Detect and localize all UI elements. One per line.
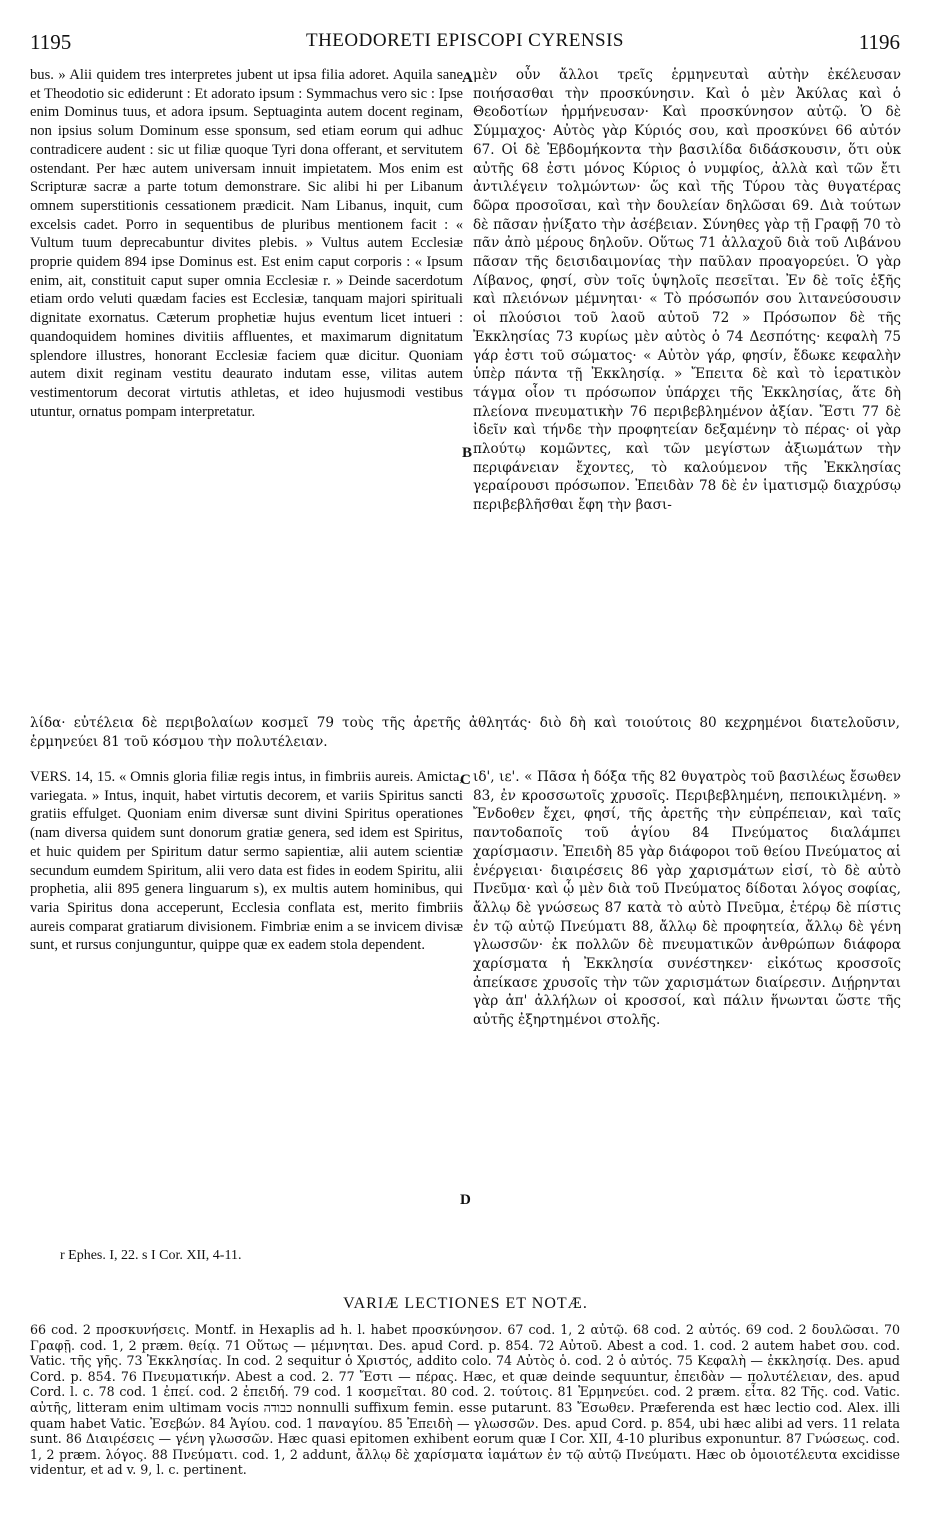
variant-readings-text: 66 cod. 2 προσκυνήσεις. Montf. in Hexaplis ad h. l. habet προσκύνησον. 67 cod. 1, 2 αὐτῷ. 68 cod. 2 αὐτός. 69 cod. 2 δουλῶσαι. 70 Γραφῇ. cod. 1, 2 præm. θείᾳ. 71 Οὕτως — μέμνηται. Des. apud Cord. p. 854. 72 Αὐτοῦ. Abest a cod. 1. cod. 2 autem habet σου. cod. Vatic. τῆς γῆς. 73 Ἐκκλησίας. In cod. 2 sequitur ὁ Χριστός, addito colo. 74 Αὐτὸς ὁ. cod. 2 ὁ αὐτός. 75 Κεφαλὴ — ἐκκλησίᾳ. Des. apud Cord. p. 854. 76 Πνευματικήν. Abest a cod. 2. 77 Ἔστι — πέρας. Hæc, et quæ deinde sequuntur, ἐπειδὰν — πολυτέλειαν, des. apud Cord. l. c. 78 cod. 1 ἐπεί. cod. 2 ἐπειδή. 79 cod. 1 κοσμεῖται. 80 cod. 2. τούτοις. 81 Ἑρμηνεύει. cod. 2 præm. εἶτα. 82 Τῆς. cod. Vatic. αὐτῆς, litteram enim ultimam vocis כבודה nonnulli suffixum femin. esse putarunt. 83 Ἔσωθεν. Præferenda est hæc lectio cod. Alex. illi quam habet Vatic. Ἐσεβών. 84 Ἁγίου. cod. 1 παναγίου. 85 Ἐπειδὴ — γλωσσῶν. Des. apud Cord. p. 854, ubi hæc alibi ad vers. 11 relata sunt. 86 Διαιρέσεις — γένη γλωσσῶν. Hæc quasi epitomen exhibent eorum quæ I Cor. XII, 4-10 pluribus exponuntur. 87 Γνώσεως. cod. 1, 2 præm. λόγος. 88 Πνεύματι. cod. 1, 2 addunt, ἄλλῳ δὲ χαρίσματα ἰαμάτων ἐν τῷ αὐτῷ Πνεύματι. Hæc ob ὁμοιοτέλευτα excidisse videntur, et ad v. 9, l. c. pertinent. xyxy=(30,1322,900,1478)
column-marker-b: B xyxy=(462,445,473,461)
greek-column-lower xyxy=(473,768,901,1030)
latin-paragraph-2: VERS. 14, 15. « Omnis gloria filiæ regis intus, in fimbriis aureis. Amicta, variegata. » Intus, inquit, habet virtutis decorem, et variis Spiritus sancti gratiis effulget. Quoniam enim diversæ sunt divini Spiritus operationes (nam diversa quidem sunt donorum gratiæ genera, sed idem est Spiritus, et huic quidem per Spiritum datur sermo sapientiæ, alii autem scientiæ secundum eumdem Spiritum, alii vero data est fides in eodem Spiritu, alii prophetia, alii 895 genera linguarum s), ex multis autem hominibus, qui varia Spiritus dona acceperunt, Ecclesia conflata est, merito fimbriis aureis comparat gratiarum divisionem. Fimbriæ enim a se invicem divisæ sunt, et rursus conjunguntur, quippe quæ ex eadem stola dependent. xyxy=(30,769,463,954)
full-width-greek-line xyxy=(30,714,900,751)
greek-span-paragraph: λίδα· εὐτέλεια δὲ περιβολαίων κοσμεῖ 79 τοὺς τῆς ἀρετῆς ἀθλητάς· διὸ δὴ καὶ τοιούτοις 80 κεχρημένοι διατελοῦσιν, ἑρμηνεύει 81 τοῦ κόσμου τὴν πολυτέλειαν. xyxy=(30,715,900,750)
latin-paragraph-1: bus. » Alii quidem tres interpretes jubent ut ipsa filia adoret. Aquila sane et Theodotio sic ediderunt : Et adorato ipsum : Symmachus vero sic : Ipse enim Dominus tuus, et adora ipsum. Septuaginta autem docent reginam, non ipsius solum Dominum esse sponsum, sed etiam eorum qui adhuc contradicere audent : sic ut filiæ quoque Tyri dona offerant, et servitutem ostendant. Per hæc autem universam innuit impietatem. Mos enim est Scripturæ sacræ a parte totum demonstrare. Sic alibi hi per Libanum omnem superstitionis cessationem prædicit. Nam Libanus, inquit, cum excelsis cadet. Porro in sequentibus de pluribus mentionem facit : « Vultum tuum deprecabuntur divites plebis. » Vultus autem Ecclesiæ proprie quidem 894 ipse Dominus est. Est enim caput corporis : « Ipsum enim, ait, constituit caput super omnia Ecclesiæ r. » Deinde sacerdotum etiam ordo veluti quædam facies est Ecclesiæ, tanquam majori spirituali dignitate exornatus. Cæterum prophetiæ hujus eventum licet intueri : quandoquidem homines divitiis affluentes, et maximarum dignitatum splendore illustres, honorant Ecclesiæ faciem quæ dicitur. Quoniam autem dixit reginam vestitu deaurato indutam esse, vilitas autem vestimentorum decorat virtutis athletas, et ideo hujusmodi vestibus utuntur, ornatus pompam interpretatur. xyxy=(30,67,463,420)
latin-column-lower xyxy=(30,768,463,955)
column-marker-a: A xyxy=(462,70,473,86)
column-marker-d: D xyxy=(460,1192,471,1208)
notes-heading: VARIÆ LECTIONES ET NOTÆ. xyxy=(343,1295,588,1312)
column-marker-c: C xyxy=(460,772,471,788)
greek-paragraph-2: ιδ', ιε'. « Πᾶσα ἡ δόξα τῆς 82 θυγατρὸς τοῦ βασιλέως ἔσωθεν 83, ἐν κροσσωτοῖς χρυσοῖς. Περιβεβλημένη, πεποικιλμένη. » Ἔνδοθεν ἔχει, φησί, τῆς ἀρετῆς τὴν εὐπρέπειαν, καὶ ταῖς παντοδαποῖς τοῦ ἁγίου 84 Πνεύματος διαλάμπει χαρίσμασιν. Ἐπειδὴ 85 γὰρ διάφοροι τοῦ θείου Πνεύματος αἱ ἐνέργειαι· διαιρέσεις 86 γὰρ χαρισμάτων εἰσί, τὸ δὲ αὐτὸ Πνεῦμα· καὶ ᾧ μὲν διὰ τοῦ Πνεύματος δίδοται λόγος σοφίας, ἄλλῳ δὲ γνώσεως 87 κατὰ τὸ αὐτὸ Πνεῦμα, ἑτέρῳ δὲ πίστις ἐν τῷ αὐτῷ Πνεύματι 88, ἄλλῳ δὲ προφητεία, ἄλλῳ δὲ γένη γλωσσῶν· ἐκ πολλῶν δὲ πνευματικῶν ἀνθρώπων διάφορα χαρίσματα ἡ Ἐκκλησία συνέστηκεν· εἰκότως κροσσοῖς ἀπείκασε χρυσοῖς τὴν τῶν χαρισμάτων διαίρεσιν. Διῄρηνται γὰρ ἀπ' ἀλλήλων οἱ κροσσοί, καὶ πάλιν ἥνωνται ὥστε τῆς αὐτῆς ἐξηρτημένοι στολῆς. xyxy=(473,769,901,1029)
footnotes: r Ephes. I, 22. s I Cor. XII, 4-11. xyxy=(60,1248,242,1263)
running-title: THEODORETI EPISCOPI CYRENSIS xyxy=(305,30,625,51)
page-header xyxy=(30,30,900,58)
greek-paragraph-1: μὲν οὖν ἄλλοι τρεῖς ἑρμηνευταὶ αὐτὴν ἐκέλευσαν ποιήσασθαι τὴν προσκύνησιν. Καὶ ὁ μὲν Ἀκύλας καὶ ὁ Θεοδοτίων ἡρμήνευσαν· Καὶ προσκύνησον αὐτῷ. Ὁ δὲ Σύμμαχος· Αὐτὸς γὰρ Κύριός σου, καὶ προσκύνει 66 αὐτόν 67. Οἱ δὲ Ἑβδομήκοντα τὴν βασιλίδα διδάσκουσιν, ὅτι οὐκ αὐτῆς 68 ἐστι μόνος Κύριος ὁ νυμφίος, ἀλλὰ καὶ τῶν ἔτι ἀντιλέγειν τολμώντων· ὥς καὶ τῆς Τύρου τὰς θυγατέρας δῶρα προσοῖσαι, καὶ τὴν δουλείαν δηλῶσαι 69. Διὰ τούτων δὲ πᾶσαν ᾐνίξατο τὴν ἀσέβειαν. Σύνηθες γὰρ τῇ Γραφῇ 70 τὸ πᾶν ἀπὸ μέρους δηλοῦν. Οὕτως 71 ἀλλαχοῦ διὰ τοῦ Λιβάνου πᾶσαν τῆς δεισιδαιμονίας τὴν παῦλαν προαγορεύει. Ὁ γὰρ Λίβανος, φησί, σὺν τοῖς ὑψηλοῖς πεσεῖται. Ἐν δὲ τοῖς ἑξῆς καὶ πλειόνων μέμνηται· « Τὸ πρόσωπόν σου λιτανεύσουσιν οἱ πλούσιοι τοῦ λαοῦ αὐτοῦ 72 » Πρόσωπον δὲ τῆς Ἐκκλησίας 73 κυρίως μὲν αὐτὸς ὁ 74 Δεσπότης· κεφαλὴ 75 γάρ ἐστι τοῦ σώματος· « Αὐτὸν γάρ, φησίν, ἔδωκε κεφαλὴν ὑπὲρ πάντα τῇ Ἐκκλησίᾳ. » Ἔπειτα δὲ καὶ τὸ ἱερατικὸν τάγμα οἷον τι πρόσωπον ὑπάρχει τῆς Ἐκκλησίας, ἅτε δὴ πλείονα πνευματικὴν 76 περιβεβλημένον ἀξίαν. Ἔστι 77 δὲ ἰδεῖν καὶ τήνδε τὴν προφητείαν δεξαμένην τὸ πέρας· οἱ γὰρ πλούτῳ κομῶντες, καὶ τῶν μεγίστων ἀξιωμάτων τὴν περιφάνειαν ἔχοντες, τὸ καλούμενον τῆς Ἐκκλησίας γεραίρουσι πρόσωπον. Ἐπειδὰν 78 δὲ ἐν ἱματισμῷ διαχρύσῳ περιβεβλῆσθαι ἔφη τὴν βασι- xyxy=(473,67,901,514)
variant-readings xyxy=(30,1322,900,1478)
latin-column-upper xyxy=(30,66,463,421)
page-number-left: 1195 xyxy=(30,30,72,54)
page-number-right: 1196 xyxy=(858,30,900,54)
greek-column-upper xyxy=(473,66,901,515)
